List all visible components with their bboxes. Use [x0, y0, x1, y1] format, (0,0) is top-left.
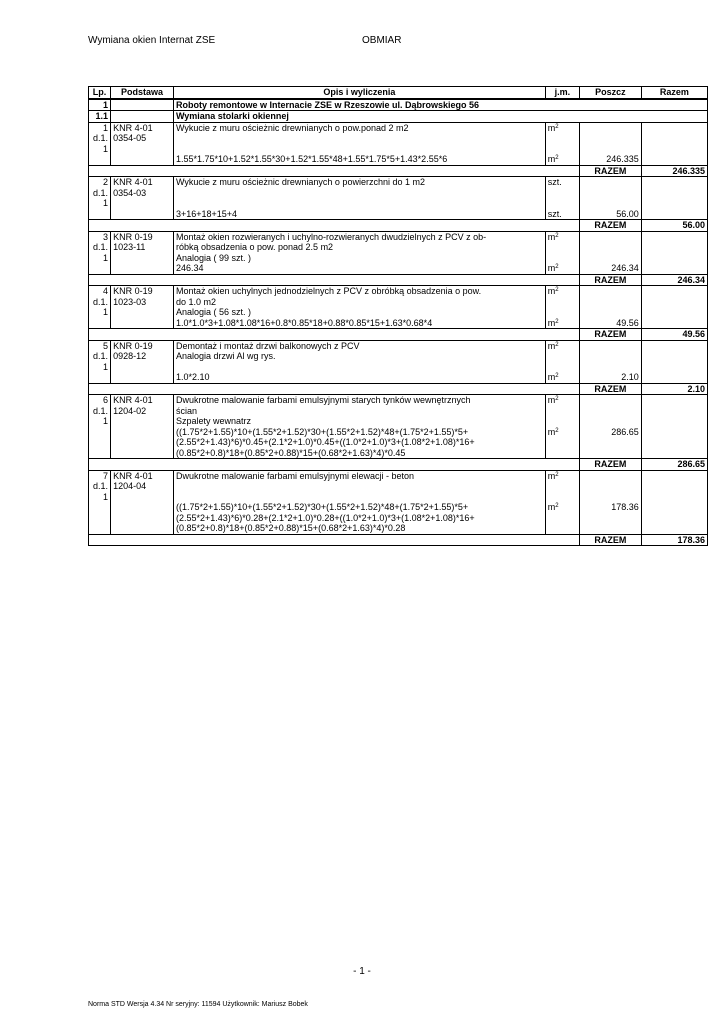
item-desc-line: Dwukrotne malowanie farbami emulsyjnymi starych tynków wewnętrznych: [175, 395, 471, 405]
section-lp: 1: [89, 99, 111, 111]
item-calc-line: 1.55*1.75*10+1.52*1.55*30+1.52*1.55*48+1.55*1.75*5+1.43*2.55*6: [175, 154, 448, 164]
unit-exponent: 2: [555, 155, 559, 161]
item-basis: [111, 395, 174, 459]
sum-row: [89, 459, 708, 471]
unit-exponent: 2: [555, 503, 559, 509]
col-header-razem: Razem: [641, 87, 707, 99]
document-title: Wymiana okien Internat ZSE: [88, 35, 216, 46]
item-lp-line: d.1.: [93, 133, 109, 143]
unit-base: szt.: [547, 177, 562, 187]
unit-base: m: [547, 372, 556, 382]
item-lp: [89, 231, 111, 274]
item-lp-line: d.1.: [93, 481, 109, 491]
item-desc-line: róbką obsadzenia o pow. ponad 2.5 m2: [175, 242, 334, 252]
item-description: [173, 470, 545, 534]
item-total-empty: [641, 122, 707, 165]
item-calc-line: (0.85*2+0.8)*18+(0.85*2+0.88)*15+(0.68*2+1.63)*4)*0.45: [175, 447, 406, 458]
item-unit-calc: [548, 154, 577, 165]
table-row: [89, 395, 708, 459]
unit-base: szt.: [547, 208, 562, 219]
sum-value: 49.56: [641, 329, 707, 341]
item-description: [173, 395, 545, 459]
item-basis-line: KNR 0-19: [113, 231, 153, 242]
item-basis-line: KNR 4-01: [113, 177, 153, 187]
item-lp-line: d.1.: [93, 296, 109, 307]
sum-label: RAZEM: [579, 165, 641, 177]
item-calc-line: 1.0*1.0*3+1.08*1.08*16+0.8*0.85*18+0.88*0.85*15+1.63*0.68*4: [175, 317, 433, 328]
item-total-empty: [641, 286, 707, 329]
item-basis-line: 1204-02: [113, 405, 147, 416]
item-unit-calc: [548, 502, 577, 513]
unit-base: m: [547, 470, 556, 481]
col-header-podstawa: Podstawa: [111, 87, 174, 99]
subsection-title: Wymiana stolarki okiennej: [173, 111, 707, 123]
item-basis: [111, 286, 174, 329]
obmiar-table: [88, 86, 708, 546]
item-partial: [579, 122, 641, 165]
item-desc-line: Szpalety wewnatrz: [175, 416, 251, 426]
item-basis-line: KNR 4-01: [113, 470, 153, 481]
table-header-row: [89, 87, 708, 99]
sum-value: 246.34: [641, 274, 707, 286]
item-basis-line: KNR 0-19: [113, 286, 153, 296]
item-desc-line: Montaż okien rozwieranych i uchylno-rozwieranych dwudzielnych z PCV z ob-: [175, 231, 487, 242]
item-lp-line: 1: [103, 416, 109, 426]
item-partial: [579, 177, 641, 220]
item-lp-line: d.1.: [93, 187, 109, 198]
unit-base: m: [547, 426, 556, 437]
item-desc-line: ścian: [175, 405, 197, 416]
item-partial-value: 178.36: [611, 502, 639, 512]
item-lp-line: 7: [103, 470, 109, 481]
item-lp-line: 6: [103, 395, 109, 405]
unit-exponent: 2: [555, 396, 559, 402]
item-total-empty: [641, 395, 707, 459]
table-row: [89, 122, 708, 165]
unit-exponent: 2: [555, 427, 559, 434]
sum-row: [89, 534, 708, 546]
unit-exponent: 2: [555, 287, 559, 293]
item-description: [173, 286, 545, 329]
item-partial: [579, 470, 641, 534]
sum-row: [89, 165, 708, 177]
item-total-empty: [641, 470, 707, 534]
sum-row: [89, 329, 708, 341]
item-basis: [111, 231, 174, 274]
item-unit: [545, 470, 579, 534]
sum-row: [89, 383, 708, 395]
sum-label: RAZEM: [579, 220, 641, 232]
sum-label: RAZEM: [579, 274, 641, 286]
sum-value: 246.335: [641, 165, 707, 177]
item-description: [173, 122, 545, 165]
item-unit-top: [548, 395, 577, 406]
table-row: [89, 470, 708, 534]
item-description: [173, 231, 545, 274]
item-lp-line: d.1.: [93, 405, 109, 416]
item-unit-calc: [548, 318, 577, 329]
item-basis-line: 1204-04: [113, 481, 147, 491]
item-basis: [111, 177, 174, 220]
item-partial: [579, 231, 641, 274]
item-lp-line: 1: [103, 143, 109, 154]
item-partial-value: 286.65: [611, 426, 639, 437]
item-description: [173, 177, 545, 220]
unit-base: m: [547, 502, 556, 512]
unit-exponent: 2: [555, 341, 559, 348]
item-description: [173, 340, 545, 383]
document-type: OBMIAR: [362, 35, 402, 46]
item-unit-top: [548, 471, 577, 482]
col-header-poszcz: Poszcz: [579, 87, 641, 99]
item-basis-line: 1023-11: [113, 242, 146, 252]
subsection-lp: 1.1: [89, 111, 111, 123]
item-lp-line: 4: [103, 286, 109, 296]
unit-base: m: [547, 395, 556, 405]
table-row: [89, 177, 708, 220]
sum-value: 178.36: [641, 534, 707, 546]
item-unit-top: [548, 177, 577, 188]
item-basis-line: 0928-12: [113, 351, 147, 361]
unit-exponent: 2: [555, 318, 559, 325]
sum-row: [89, 274, 708, 286]
item-lp: [89, 177, 111, 220]
table-row: [89, 231, 708, 274]
item-unit-top: [548, 341, 577, 352]
sum-label: RAZEM: [579, 383, 641, 395]
item-lp-line: 1: [103, 252, 109, 263]
item-desc-line: Analogia ( 99 szt. ): [175, 252, 251, 263]
item-calc-line: (2.55*2+1.43)*6)*0.45+(2.1*2+1.0)*0.45+((1.0*2+1.0)*3+(1.08*2+1.08)*16+: [175, 437, 475, 447]
unit-exponent: 2: [555, 232, 559, 239]
item-basis-line: 1023-03: [113, 296, 147, 307]
item-partial: [579, 340, 641, 383]
item-calc-line: 246.34: [175, 263, 204, 273]
section-row: [89, 99, 708, 111]
item-lp-line: 1: [103, 491, 109, 502]
item-partial: [579, 395, 641, 459]
unit-exponent: 2: [555, 373, 559, 379]
item-desc-line: Demontaż i montaż drzwi balkonowych z PCV: [175, 340, 360, 351]
item-lp-line: 1: [103, 198, 109, 208]
item-lp: [89, 340, 111, 383]
item-unit-top: [548, 232, 577, 243]
item-desc-line: Dwukrotne malowanie farbami emulsyjnymi elewacji - beton: [175, 470, 415, 481]
sum-value: 2.10: [641, 383, 707, 395]
item-desc-line: Wykucie z muru ościeżnic drewnianych o pow.ponad 2 m2: [175, 122, 409, 133]
sum-label: RAZEM: [579, 459, 641, 471]
item-total-empty: [641, 340, 707, 383]
item-lp: [89, 470, 111, 534]
item-partial-value: 246.34: [611, 263, 639, 273]
item-desc-line: Wykucie z muru ościeżnic drewnianych o powierzchni do 1 m2: [175, 177, 425, 187]
item-lp-line: d.1.: [93, 351, 109, 361]
item-desc-line: Analogia drzwi Al wg rys.: [175, 351, 276, 361]
col-header-opis: Opis i wyliczenia: [173, 87, 545, 99]
item-lp-line: 3: [103, 231, 109, 242]
item-lp-line: 5: [103, 340, 109, 351]
item-partial-value: 56.00: [616, 208, 639, 219]
item-lp-line: 2: [103, 177, 109, 187]
unit-exponent: 2: [555, 471, 559, 478]
item-total-empty: [641, 177, 707, 220]
item-partial-value: 246.335: [606, 154, 639, 164]
section-title: Roboty remontowe w Internacie ZSE w Rzeszowie ul. Dąbrowskiego 56: [173, 99, 707, 111]
item-basis: [111, 470, 174, 534]
sum-value: 286.65: [641, 459, 707, 471]
item-lp-line: 1: [103, 122, 109, 133]
item-unit: [545, 122, 579, 165]
unit-base: m: [547, 231, 556, 242]
unit-base: m: [547, 317, 556, 328]
footer-text: Norma STD Wersja 4.34 Nr seryjny: 11594 Użytkownik: Mariusz Bobek: [88, 1001, 308, 1008]
sum-label: RAZEM: [579, 534, 641, 546]
item-calc-line: 3+16+18+15+4: [175, 208, 238, 219]
item-unit-calc: [548, 427, 577, 438]
item-unit-calc: [548, 263, 577, 274]
item-basis: [111, 122, 174, 165]
table-row: [89, 286, 708, 329]
unit-exponent: 2: [555, 264, 559, 270]
item-desc-line: Analogia ( 56 szt. ): [175, 307, 251, 317]
item-lp-line: 1: [103, 307, 109, 317]
item-partial-value: 2.10: [621, 372, 639, 382]
item-lp: [89, 395, 111, 459]
item-unit: [545, 286, 579, 329]
item-lp: [89, 286, 111, 329]
item-lp-line: 1: [103, 361, 109, 372]
item-unit: [545, 177, 579, 220]
unit-base: m: [547, 122, 556, 133]
item-unit: [545, 231, 579, 274]
col-header-jm: j.m.: [545, 87, 579, 99]
unit-exponent: 2: [555, 123, 559, 130]
subsection-row: [89, 111, 708, 123]
item-unit-calc: [548, 209, 577, 220]
item-lp: [89, 122, 111, 165]
unit-base: m: [547, 154, 556, 164]
item-calc-line: ((1.75*2+1.55)*10+(1.55*2+1.52)*30+(1.55*2+1.52)*48+(1.75*2+1.55)*5+: [175, 426, 469, 437]
item-calc-line: (2.55*2+1.43)*6)*0.28+(2.1*2+1.0)*0.28+((1.0*2+1.0)*3+(1.08*2+1.08)*16+: [175, 512, 475, 523]
sum-row: [89, 220, 708, 232]
item-unit: [545, 395, 579, 459]
item-unit-calc: [548, 372, 577, 383]
item-unit-top: [548, 123, 577, 134]
item-desc-line: do 1.0 m2: [175, 296, 216, 307]
item-calc-line: 1.0*2.10: [175, 372, 210, 382]
item-partial-value: 49.56: [616, 317, 639, 328]
item-basis-line: KNR 4-01: [113, 122, 153, 133]
item-basis-line: KNR 4-01: [113, 395, 153, 405]
sum-value: 56.00: [641, 220, 707, 232]
unit-base: m: [547, 286, 556, 296]
item-calc-line: (0.85*2+0.8)*18+(0.85*2+0.88)*15+(0.68*2+1.63)*4)*0.28: [175, 523, 406, 533]
sum-label: RAZEM: [579, 329, 641, 341]
table-row: [89, 340, 708, 383]
unit-base: m: [547, 263, 556, 273]
item-basis: [111, 340, 174, 383]
page-number: - 1 -: [353, 966, 371, 977]
item-lp-line: d.1.: [93, 242, 109, 252]
item-unit: [545, 340, 579, 383]
item-unit-top: [548, 286, 577, 297]
item-partial: [579, 286, 641, 329]
item-basis-line: 0354-05: [113, 133, 147, 143]
unit-base: m: [547, 340, 556, 351]
item-total-empty: [641, 231, 707, 274]
item-calc-line: ((1.75*2+1.55)*10+(1.55*2+1.52)*30+(1.55*2+1.52)*48+(1.75*2+1.55)*5+: [175, 502, 469, 512]
col-header-lp: Lp.: [89, 87, 111, 99]
item-basis-line: 0354-03: [113, 187, 147, 198]
item-basis-line: KNR 0-19: [113, 340, 153, 351]
item-desc-line: Montaż okien uchylnych jednodzielnych z PCV z obróbką obsadzenia o pow.: [175, 286, 482, 296]
